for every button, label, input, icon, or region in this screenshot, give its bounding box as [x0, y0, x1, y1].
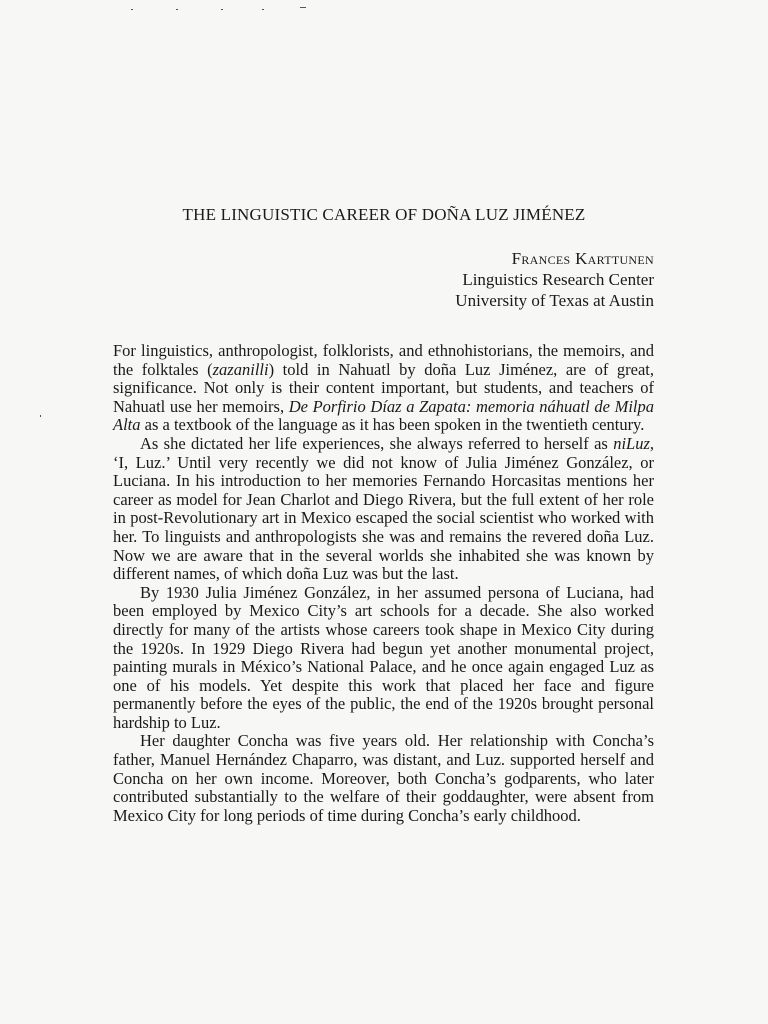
- text-run: By 1930 Julia Jiménez González, in her assumed persona of Luciana, had been employed by Mexico City’s art schools for a decade. She also worked directly for many of the artists whose careers took shape in Mexico City during the 1920s. In 1929 Diego Rivera had begun yet another monumental project, painting murals in México’s National Palace, and he once again engaged Luz as one of his models. Yet despite this work that placed her face and figure permanently before the eyes of the public, the end of the 1920s brought personal hardship to Luz.: [113, 582, 654, 732]
- paragraph: [113, 342, 654, 435]
- author-name: Frances Karttunen: [511, 249, 654, 268]
- paragraph: [113, 584, 654, 733]
- text-run: Her daughter Concha was five years old. Her relationship with Concha’s father, Manuel Hernández Chaparro, was distant, and Luz. supported herself and Concha on her own income. Moreover, both Concha’s godparents, who later contributed substantially to the welfare of their goddaughter, were absent from Mexico City for long periods of time during Concha’s early childhood.: [113, 731, 654, 825]
- text-run: ) told in Nahuatl by doña Luz Jiménez, are of great, significance. Not only is their content important, but students, and teachers of Nahuatl use her memoirs,: [113, 359, 654, 416]
- article-title: THE LINGUISTIC CAREER OF DOÑA LUZ JIMÉNEZ: [182, 205, 586, 224]
- text-run: as a textbook of the language as it has been spoken in the twentieth century.: [140, 415, 645, 435]
- scan-speck: [221, 9, 223, 10]
- text-run-italic: niLuz: [613, 433, 650, 453]
- scan-speck: [300, 7, 306, 8]
- text-run-italic: De Porfirio Díaz a Zapata: memoria náhuatl de Milpa Alta: [113, 396, 654, 435]
- scan-speck: [131, 9, 133, 10]
- article-body: [113, 342, 654, 825]
- paragraph: [113, 435, 654, 584]
- scan-speck: [262, 9, 264, 10]
- text-run: For linguistics, anthropologist, folklorists, and ethnohistorians, the memoirs, and the folktales (: [113, 341, 654, 379]
- scan-speck: [40, 415, 41, 417]
- text-run: As she dictated her life experiences, she always referred to herself as: [140, 433, 614, 453]
- scan-speck: [176, 9, 178, 10]
- affiliation-line-1: Linguistics Research Center: [462, 270, 654, 289]
- author-block: [455, 248, 654, 311]
- paragraph: [113, 732, 654, 825]
- text-run: , ‘I, Luz.’ Until very recently we did not know of Julia Jiménez González, or Luciana. In his introduction to her memories Fernando Horcasitas mentions her career as model for Jean Charlot and Diego Rivera, but the full extent of her role in post-Revolutionary art in Mexico escaped the social scientist who worked with her. To linguists and anthropologists she was and remains the revered doña Luz. Now we are aware that in the several worlds she inhabited she was known by different names, of which doña Luz was but the last.: [113, 433, 654, 584]
- text-run-italic: zazanilli: [212, 359, 269, 379]
- affiliation-line-2: University of Texas at Austin: [455, 291, 654, 310]
